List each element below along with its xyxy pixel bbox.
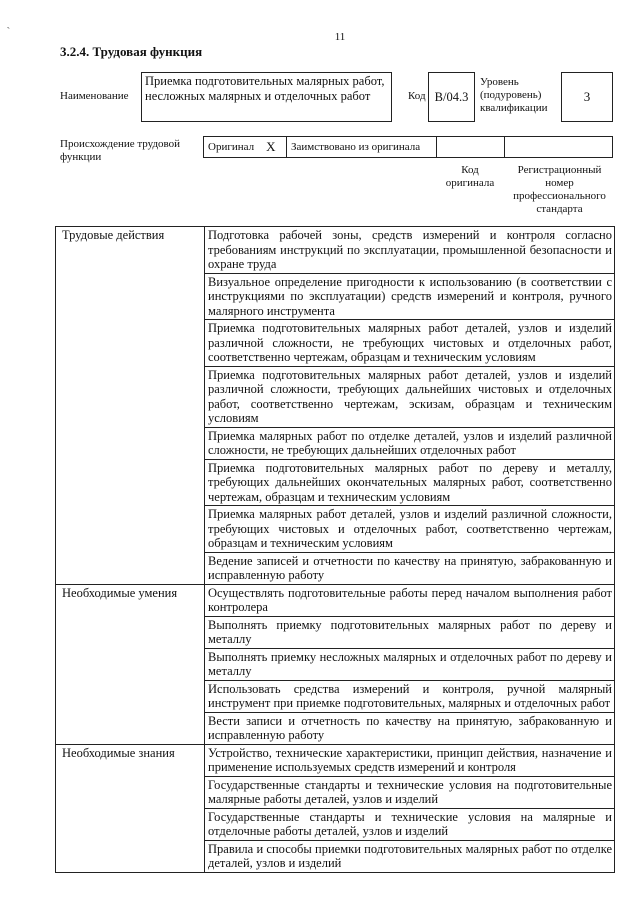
table-row	[56, 648, 615, 680]
level-value: 3	[561, 72, 613, 122]
table-cell-text: Приемка подготовительных малярных работ деталей, узлов и изделий различной сложности, требующих дальнейших чистовых и отделочных работ, соответственно чертежам, эскизам, образцам и техническим условиям	[205, 366, 615, 427]
table-cell-text: Выполнять приемку подготовительных малярных работ по дереву и металлу	[205, 616, 615, 648]
table-row	[56, 680, 615, 712]
table-cell-text: Вести записи и отчетность по качеству на принятую, забракованную и исправленную работу	[205, 712, 615, 744]
section-label-cell	[56, 616, 205, 648]
code-value: В/04.3	[428, 72, 475, 122]
table-cell-text: Ведение записей и отчетности по качеству на принятую, забракованную и исправленную работу	[205, 552, 615, 584]
section-label-cell	[56, 366, 205, 427]
original-cell	[204, 137, 287, 157]
table-row	[56, 712, 615, 744]
code-cell	[437, 137, 505, 157]
borrowed-label: Заимствовано из оригинала	[291, 141, 421, 153]
table-cell-text: Приемка малярных работ по отделке деталей, узлов и изделий различной сложности, не требующих дальнейших отделочных работ	[205, 427, 615, 459]
reg-number-cell	[505, 137, 612, 157]
section-title: 3.2.4. Трудовая функция	[60, 44, 203, 59]
original-mark: X	[266, 139, 276, 154]
original-label: Оригинал	[208, 141, 255, 153]
name-value: Приемка подготовительных малярных работ, несложных малярных и отделочных работ	[141, 72, 392, 122]
table-row	[56, 320, 615, 367]
table-cell-text: Устройство, технические характеристики, принцип действия, назначение и применение используемых средств измерений и контроля	[205, 744, 615, 776]
table-cell-text: Подготовка рабочей зоны, средств измерений и контроля согласно требованиям инструкций по эксплуатации, промышленной безопасности и охране труда	[205, 227, 615, 274]
table-cell-text: Государственные стандарты и технические условия на подготовительные малярные работы деталей, узлов и изделий	[205, 776, 615, 808]
table-row	[56, 808, 615, 840]
table-cell-text: Правила и способы приемки подготовительных малярных работ по отделке деталей, узлов и изделий	[205, 840, 615, 872]
section-label-cell	[56, 459, 205, 506]
table-row	[56, 552, 615, 584]
section-label-cell	[56, 712, 205, 744]
section-label-cell	[56, 648, 205, 680]
reg-number-caption: Регистрационный номер профессионального стандарта	[513, 164, 606, 215]
table-cell-text: Приемка подготовительных малярных работ по дереву и металлу, требующих дальнейших окончательных малярных работ, соответственно чертежам, образцам и техническим условиям	[205, 459, 615, 506]
table-row	[56, 744, 615, 776]
table-cell-text: Использовать средства измерений и контроля, ручной малярный инструмент при приемке подготовительных, малярных и отделочных работ	[205, 680, 615, 712]
page-number: 11	[334, 31, 346, 43]
section-label-cell	[56, 320, 205, 367]
section-label: Трудовые действия	[56, 227, 205, 274]
section-label-cell	[56, 776, 205, 808]
origin-row	[203, 136, 613, 158]
function-table-body	[56, 227, 615, 873]
table-row	[56, 366, 615, 427]
table-cell-text: Визуальное определение пригодности к использованию (в соответствии с инструкциями по эксплуатации) средств измерений и контроля, ручного малярного инструмента	[205, 273, 615, 320]
section-label-cell	[56, 506, 205, 553]
table-row	[56, 584, 615, 616]
code-label: Код	[408, 90, 426, 102]
section-label-cell	[56, 840, 205, 872]
section-label: Необходимые умения	[56, 584, 205, 616]
section-label: Необходимые знания	[56, 744, 205, 776]
table-row	[56, 273, 615, 320]
section-label-cell	[56, 680, 205, 712]
table-row	[56, 776, 615, 808]
table-cell-text: Выполнять приемку несложных малярных и отделочных работ по дереву и металлу	[205, 648, 615, 680]
code-caption: Код оригинала	[445, 164, 495, 189]
section-label-cell	[56, 427, 205, 459]
function-table	[55, 226, 615, 873]
table-row	[56, 459, 615, 506]
name-label: Наименование	[60, 90, 129, 102]
section-label-cell	[56, 273, 205, 320]
table-row	[56, 427, 615, 459]
section-label-cell	[56, 552, 205, 584]
table-row	[56, 227, 615, 274]
table-cell-text: Приемка малярных работ деталей, узлов и изделий различной сложности, требующих чистовых и отделочных работ, соответственно чертежам, образцам и техническим условиям	[205, 506, 615, 553]
corner-mark: `	[6, 25, 14, 38]
borrowed-cell	[287, 137, 437, 157]
table-cell-text: Осуществлять подготовительные работы перед началом выполнения работ контролера	[205, 584, 615, 616]
level-label: Уровень (подуровень) квалификации	[480, 76, 548, 114]
table-cell-text: Государственные стандарты и технические условия на малярные и отделочные работы деталей, узлов и изделий	[205, 808, 615, 840]
table-row	[56, 506, 615, 553]
table-cell-text: Приемка подготовительных малярных работ деталей, узлов и изделий различной сложности, не требующих чистовых и отделочных работ, соответственно чертежам, образцам и техническим условиям	[205, 320, 615, 367]
origin-label: Происхождение трудовой функции	[60, 138, 181, 163]
section-label-cell	[56, 808, 205, 840]
table-row	[56, 840, 615, 872]
table-row	[56, 616, 615, 648]
